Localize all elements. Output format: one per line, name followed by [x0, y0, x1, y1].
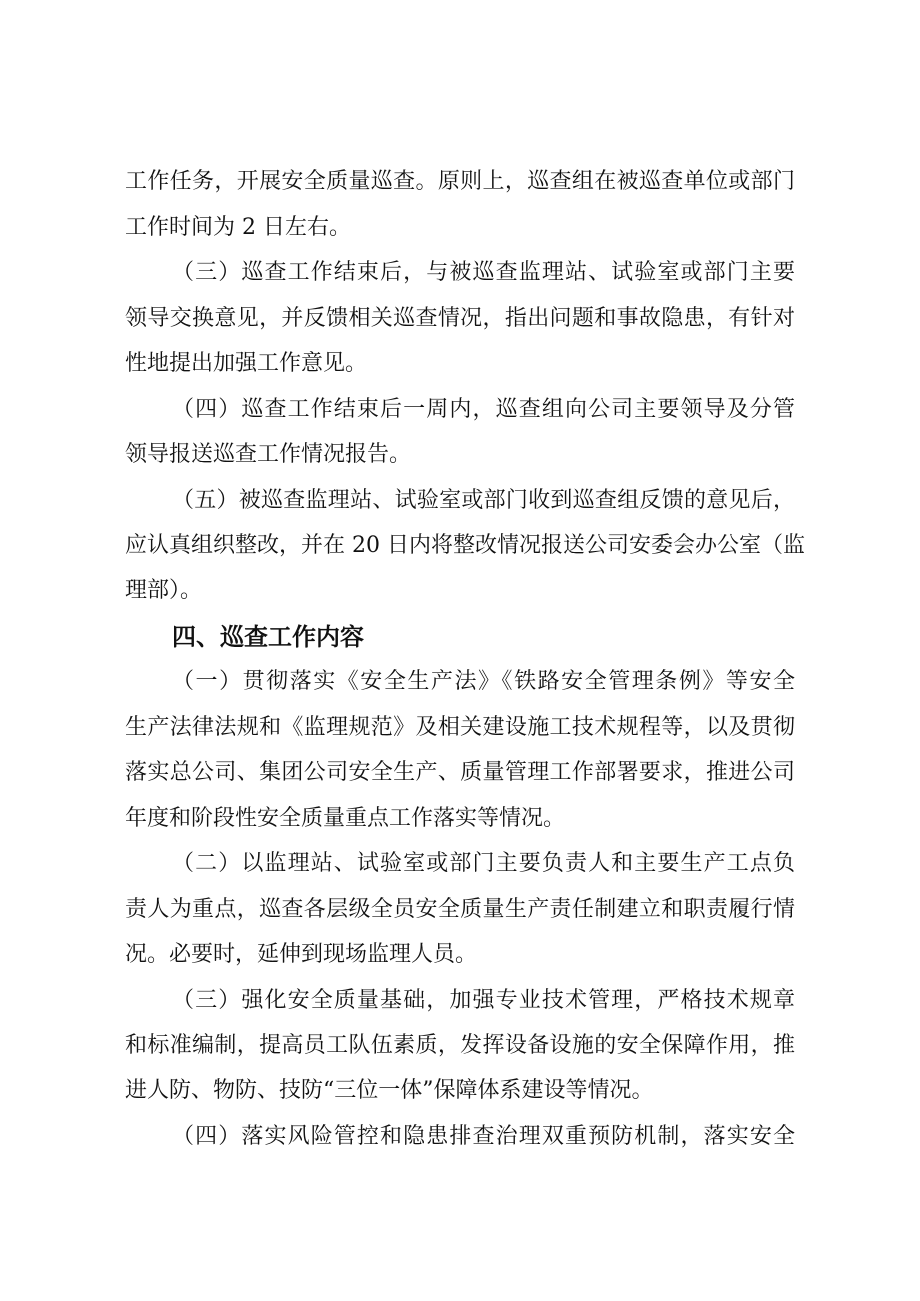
paragraph-line: （四）巡查工作结束后一周内，巡查组向公司主要领导及分管 [172, 397, 795, 422]
paragraph-line: 领导报送巡查工作情况报告。 [125, 442, 412, 467]
paragraph-line: （一）贯彻落实《安全生产法》《铁路安全管理条例》等安全 [172, 669, 795, 694]
paragraph-line: 领导交换意见，并反馈相关巡查情况，指出问题和事故隐患，有针对 [125, 306, 795, 331]
paragraph-line: （二）以监理站、试验室或部门主要负责人和主要生产工点负 [172, 851, 795, 876]
paragraph-line: （五）被巡查监理站、试验室或部门收到巡查组反馈的意见后， [172, 488, 795, 513]
paragraph-line: 年度和阶段性安全质量重点工作落实等情况。 [125, 806, 566, 831]
paragraph-line: 况。必要时，延伸到现场监理人员。 [125, 942, 478, 967]
paragraph-line: （三）强化安全质量基础，加强专业技术管理，严格技术规章 [172, 988, 795, 1013]
paragraph-line: 工作任务，开展安全质量巡查。原则上，巡查组在被巡查单位或部门 [125, 169, 795, 194]
paragraph-line: 责人为重点，巡查各层级全员安全质量生产责任制建立和职责履行情 [125, 897, 795, 922]
paragraph-line: 进人防、物防、技防“三位一体”保障体系建设等情况。 [125, 1078, 654, 1103]
paragraph-line: （三）巡查工作结束后，与被巡查监理站、试验室或部门主要 [172, 260, 795, 285]
section-heading-text: 四、巡查工作内容 [172, 623, 364, 651]
paragraph-line: 生产法律法规和《监理规范》及相关建设施工技术规程等，以及贯彻 [125, 715, 795, 740]
paragraph-line: 性地提出加强工作意见。 [125, 351, 368, 376]
paragraph-line: 和标准编制，提高员工队伍素质，发挥设备设施的安全保障作用，推 [125, 1033, 795, 1058]
paragraph-line: 工作时间为 2 日左右。 [125, 215, 351, 240]
paragraph-line: （四）落实风险管控和隐患排查治理双重预防机制，落实安全 [172, 1124, 795, 1149]
paragraph-line: 理部）。 [125, 578, 203, 603]
paragraph-line: 落实总公司、集团公司安全生产、质量管理工作部署要求，推进公司 [125, 760, 795, 785]
paragraph-line: 应认真组织整改，并在 20 日内将整改情况报送公司安委会办公室（监 [125, 533, 805, 558]
